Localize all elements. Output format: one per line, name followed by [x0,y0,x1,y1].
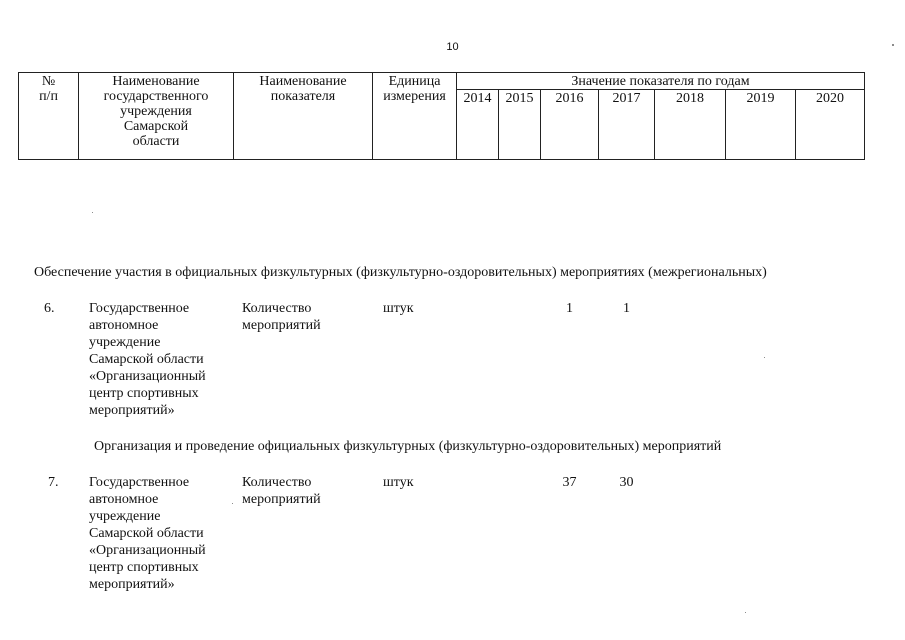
header-unit-line: Единица [388,74,441,89]
scan-speck [892,44,894,46]
header-year-2014: 2014 [463,91,492,106]
institution-line: учреждение [89,509,161,524]
indicator-table-header [0,0,905,170]
institution-line: учреждение [89,335,161,350]
header-unit-line: измерения [383,89,446,104]
institution-line: «Организационный [89,543,206,558]
header-year-2017: 2017 [612,91,641,106]
header-institution-line: учреждения [120,104,192,119]
indicator-line: Количество [242,475,312,490]
header-year-2019: 2019 [746,91,775,106]
row-value-2017: 1 [623,301,630,316]
header-institution-line: области [132,134,180,149]
scan-speck [232,503,233,504]
header-institution-line: Самарской [123,119,189,134]
institution-line: автономное [89,318,159,333]
indicator-line: мероприятий [242,318,321,333]
header-year-2018: 2018 [676,91,704,106]
institution-line: Государственное [89,301,190,316]
header-unit-column [373,74,456,104]
header-institution-column [79,74,233,149]
header-year-2015: 2015 [505,91,534,106]
row-institution [89,300,206,419]
row-indicator [242,474,321,508]
institution-line: «Организационный [89,369,206,384]
section-heading: Обеспечение участия в официальных физкультурных (физкультурно-оздоровительных) мероприятиях (межрегиональных) [34,265,767,280]
institution-line: Государственное [89,475,190,490]
institution-line: центр спортивных [89,560,199,575]
section-heading: Организация и проведение официальных физкультурных (физкультурно-оздоровительных) мероприятий [94,439,722,454]
header-no-line: № [41,74,56,89]
row-indicator [242,300,321,334]
institution-line: Самарской области [89,526,204,541]
row-value-2017: 30 [619,475,634,490]
header-no-line: п/п [39,89,58,104]
institution-line: центр спортивных [89,386,199,401]
row-number: 6. [44,301,55,316]
header-indicator-line: Наименование [259,74,347,89]
row-unit: штук [383,301,414,316]
header-institution-line: государственного [103,89,209,104]
row-institution [89,474,206,593]
header-indicator-line: показателя [270,89,336,104]
row-value-2016: 1 [566,301,573,316]
institution-line: мероприятий» [89,577,175,592]
institution-line: мероприятий» [89,403,175,418]
header-number-column [19,74,78,104]
indicator-line: мероприятий [242,492,321,507]
header-values-title: Значение показателя по годам [571,74,750,89]
page-number: 10 [446,41,459,53]
header-indicator-column [234,74,372,104]
header-year-2016: 2016 [555,91,584,106]
scan-speck [92,212,93,213]
header-institution-line: Наименование [112,74,200,89]
row-unit: штук [383,475,414,490]
institution-line: автономное [89,492,159,507]
header-year-2020: 2020 [816,91,844,106]
indicator-line: Количество [242,301,312,316]
scan-speck [745,612,746,613]
institution-line: Самарской области [89,352,204,367]
row-number: 7. [48,475,59,490]
row-value-2016: 37 [562,475,577,490]
scan-speck [764,357,765,358]
